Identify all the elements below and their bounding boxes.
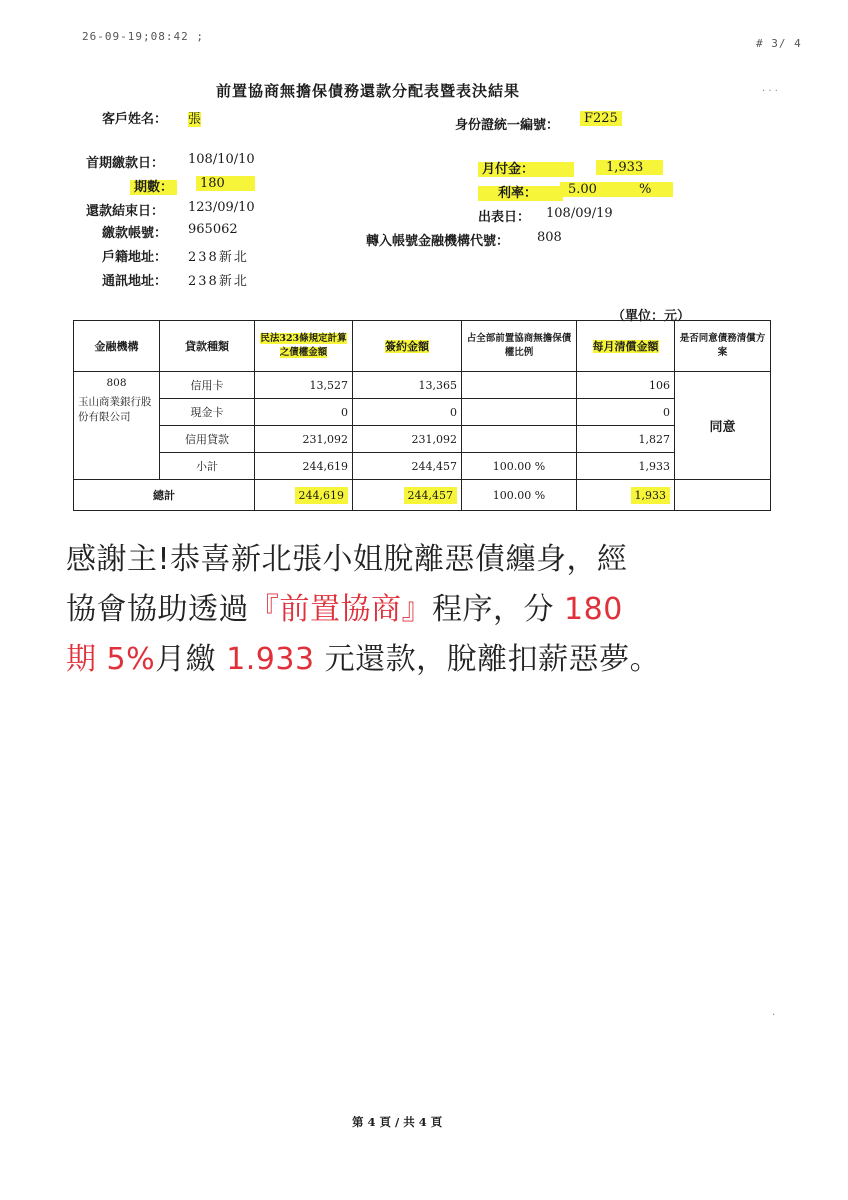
header-claim: 民法323條規定計算之債權金額 bbox=[255, 321, 353, 372]
total-ratio: 100.00 % bbox=[462, 480, 577, 511]
bank-code-label: 轉入帳號金融機構代號： bbox=[366, 234, 510, 249]
monthly-amount: 1,827 bbox=[577, 426, 675, 453]
loan-type: 現金卡 bbox=[160, 399, 255, 426]
id-label: 身份證統一編號： bbox=[455, 118, 560, 133]
first-payment-value: 108/10/10 bbox=[188, 152, 255, 167]
contract-amount: 0 bbox=[353, 399, 462, 426]
header-loan-type: 貸款種類 bbox=[160, 321, 255, 372]
contract-amount: 244,457 bbox=[353, 453, 462, 480]
agree-cell: 同意 bbox=[675, 372, 771, 480]
loan-type: 信用貸款 bbox=[160, 426, 255, 453]
loan-type: 小計 bbox=[160, 453, 255, 480]
document-title: 前置協商無擔保債務還款分配表暨表決結果 bbox=[216, 82, 521, 100]
scan-speck: · · · bbox=[762, 86, 778, 97]
first-payment-label: 首期繳款日： bbox=[86, 156, 165, 171]
fax-header: 26-09-19;08:42 ; bbox=[82, 30, 204, 43]
caption-line-1: 感謝主!恭喜新北張小姐脫離惡債纏身，經 bbox=[66, 542, 628, 577]
table-row bbox=[74, 372, 771, 399]
total-label: 總計 bbox=[74, 480, 255, 511]
total-contract: 244,457 bbox=[353, 480, 462, 511]
table-header-row bbox=[74, 321, 771, 372]
ratio bbox=[462, 426, 577, 453]
header-contract: 簽約金額 bbox=[353, 321, 462, 372]
contract-amount: 13,365 bbox=[353, 372, 462, 399]
id-value: F225 bbox=[580, 111, 622, 126]
contract-amount: 231,092 bbox=[353, 426, 462, 453]
caption-line-2: 協會協助透過『前置協商』程序，分 180 bbox=[66, 592, 623, 627]
page-footer: 第 4 頁 / 共 4 頁 bbox=[352, 1115, 443, 1129]
interest-rate-label: 利率： bbox=[478, 182, 563, 201]
table-total-row bbox=[74, 480, 771, 511]
unit-note: （單位：元） bbox=[612, 309, 691, 324]
ratio bbox=[462, 372, 577, 399]
ratio: 100.00 % bbox=[462, 453, 577, 480]
household-address-value: 238新北 bbox=[188, 250, 249, 265]
bank-cell bbox=[74, 372, 160, 480]
account-label: 繳款帳號： bbox=[102, 226, 168, 241]
claim-amount: 0 bbox=[255, 399, 353, 426]
customer-name-value: 張 bbox=[188, 112, 202, 127]
header-agree: 是否同意債務清償方案 bbox=[675, 321, 771, 372]
customer-name-label: 客戶姓名： bbox=[102, 112, 168, 127]
monthly-amount: 1,933 bbox=[577, 453, 675, 480]
repayment-table bbox=[73, 320, 771, 511]
issue-date-value: 108/09/19 bbox=[546, 206, 613, 221]
table-row bbox=[74, 399, 771, 426]
table-row bbox=[74, 426, 771, 453]
loan-type: 信用卡 bbox=[160, 372, 255, 399]
bank-code-value: 808 bbox=[537, 230, 562, 245]
periods-label: 期數： bbox=[130, 176, 177, 195]
scan-speck: · bbox=[772, 1010, 776, 1021]
household-address-label: 戶籍地址： bbox=[102, 250, 168, 265]
issue-date-label: 出表日： bbox=[478, 210, 531, 225]
header-institution: 金融機構 bbox=[74, 321, 160, 372]
total-agree-empty bbox=[675, 480, 771, 511]
claim-amount: 244,619 bbox=[255, 453, 353, 480]
bank-code: 808 bbox=[106, 377, 127, 389]
table-row bbox=[74, 453, 771, 480]
total-monthly: 1,933 bbox=[577, 480, 675, 511]
claim-amount: 13,527 bbox=[255, 372, 353, 399]
monthly-payment-value: 1,933 bbox=[596, 160, 663, 175]
account-value: 965062 bbox=[188, 222, 238, 237]
mailing-address-label: 通訊地址： bbox=[102, 274, 168, 289]
end-date-label: 還款結束日： bbox=[86, 204, 165, 219]
bank-name: 玉山商業銀行股份有限公司 bbox=[78, 396, 152, 423]
monthly-amount: 106 bbox=[577, 372, 675, 399]
mailing-address-value: 238新北 bbox=[188, 274, 249, 289]
caption-line-3: 期 5%月繳 1.933 元還款，脫離扣薪惡夢。 bbox=[66, 642, 661, 677]
header-monthly: 每月清償金額 bbox=[577, 321, 675, 372]
periods-value: 180 bbox=[196, 176, 255, 191]
claim-amount: 231,092 bbox=[255, 426, 353, 453]
ratio bbox=[462, 399, 577, 426]
header-ratio: 占全部前置協商無擔保債權比例 bbox=[462, 321, 577, 372]
end-date-value: 123/09/10 bbox=[188, 200, 255, 215]
monthly-amount: 0 bbox=[577, 399, 675, 426]
total-claim: 244,619 bbox=[255, 480, 353, 511]
interest-rate-value: 5.00 % bbox=[560, 182, 673, 197]
monthly-payment-label: 月付金： bbox=[478, 158, 574, 177]
page-marker: # 3/ 4 bbox=[756, 37, 802, 50]
